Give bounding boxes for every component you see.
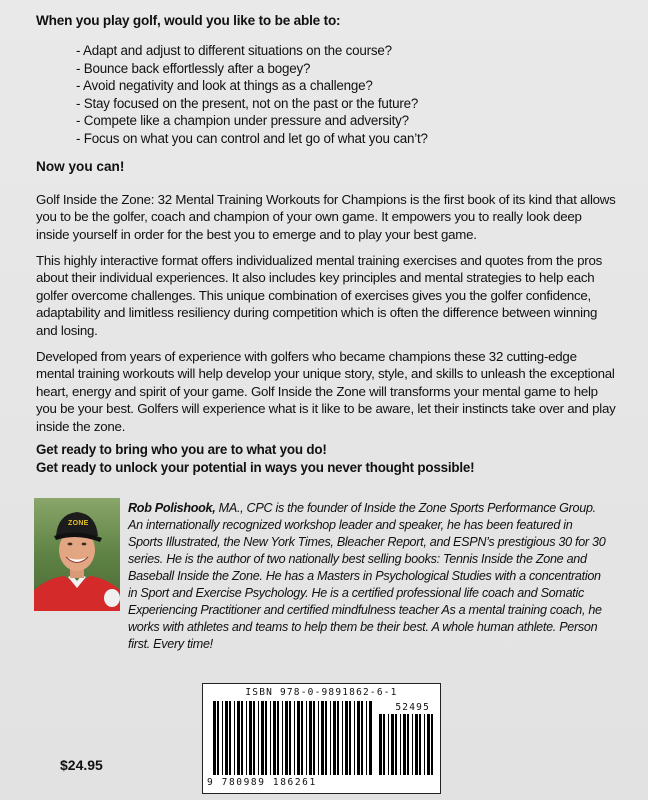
barcode-bar xyxy=(419,714,421,775)
barcode-bar xyxy=(241,701,243,775)
barcode-bar xyxy=(306,701,307,775)
barcode-bar xyxy=(366,701,367,775)
barcode-bar xyxy=(379,714,382,775)
barcode-bar xyxy=(388,714,389,775)
now-you-can-heading: Now you can! xyxy=(36,159,125,174)
barcode-bar xyxy=(357,701,360,775)
author-name: Rob Polishook, xyxy=(128,501,216,515)
barcode-bar xyxy=(424,714,425,775)
list-item: - Avoid negativity and look at things as a challenge? xyxy=(76,78,373,94)
barcode-bar xyxy=(337,701,339,775)
barcode-bar xyxy=(349,701,351,775)
price: $24.95 xyxy=(60,757,103,773)
barcode-bar xyxy=(277,701,279,775)
barcode-bar xyxy=(213,701,216,775)
barcode-bar xyxy=(395,714,397,775)
paragraph-format: This highly interactive format offers individualized mental training exercises and quotes from the pros about their individual experiences. It also includes key principles and mental strategies to help each golfer overcome challenges. This unique combination of exercises gives you the golfer confidence, adaptability and limitless resiliency during competition which is often the difference between winning and losing. xyxy=(36,253,603,338)
barcode-bar xyxy=(333,701,336,775)
barcode-bar xyxy=(265,701,267,775)
list-item: - Compete like a champion under pressure and adversity? xyxy=(76,113,409,129)
barcode-bar xyxy=(253,701,255,775)
barcode-bar xyxy=(297,701,300,775)
isbn-barcode xyxy=(202,683,441,794)
barcode-bar xyxy=(431,714,433,775)
barcode-bar xyxy=(325,701,327,775)
barcode-bar xyxy=(342,701,343,775)
barcode-bar xyxy=(234,701,235,775)
barcode-bar xyxy=(285,701,288,775)
ean-number: 9 780989 186261 xyxy=(207,777,317,788)
barcode-bar xyxy=(229,701,231,775)
paragraph-intro: Golf Inside the Zone: 32 Mental Training Workouts for Champions is the first book of its kind that allows you to be the golfer, coach and champion of your own game. It empowers you to really look deep inside yourself in order for the best you to emerge and to play your best game. xyxy=(36,192,616,242)
barcode-bar xyxy=(313,701,315,775)
list-item: - Bounce back effortlessly after a bogey? xyxy=(76,60,311,76)
call-to-action xyxy=(36,441,474,477)
barcode-bar xyxy=(361,701,363,775)
barcode-bar xyxy=(301,701,303,775)
isbn-label: ISBN 978-0-9891862-6-1 xyxy=(245,687,398,698)
barcode-bar xyxy=(412,714,413,775)
cap-logo-text: ZONE xyxy=(68,520,89,527)
benefit-list xyxy=(76,42,428,148)
list-item: - Focus on what you can control and let go of what you can’t? xyxy=(76,130,428,146)
barcode-bar xyxy=(270,701,271,775)
author-bio xyxy=(128,500,610,653)
barcode-bar xyxy=(258,701,259,775)
paragraph-experience: Developed from years of experience with golfers who became champions these 32 cutting-edge mental training workouts will help develop your unique story, style, and skills to unleash the exceptional heart, energy and spirit of your game. Golf Inside the Zone will transforms your mental game to help you be your best. Golfers will experience what is it like to be aware, let their instincts take over and play inside the zone. xyxy=(36,349,616,434)
barcode-bar xyxy=(249,701,252,775)
barcode-bar xyxy=(294,701,295,775)
barcode-bar xyxy=(345,701,348,775)
barcode-bar xyxy=(403,714,406,775)
barcode-bar xyxy=(369,701,372,775)
cta-line: Get ready to unlock your potential in ways you never thought possible! xyxy=(36,460,475,475)
author-photo xyxy=(34,498,120,611)
price-code-label: 52495 xyxy=(395,702,430,713)
barcode-bar xyxy=(273,701,276,775)
barcode-bar xyxy=(407,714,409,775)
barcode-bar xyxy=(309,701,312,775)
barcode-bar xyxy=(415,714,418,775)
barcode-bar xyxy=(383,714,385,775)
barcode-bar xyxy=(330,701,331,775)
barcode-bar xyxy=(289,701,291,775)
barcode-bar xyxy=(318,701,319,775)
cta-line: Get ready to bring who you are to what you do! xyxy=(36,442,327,457)
intro-heading: When you play golf, would you like to be able to: xyxy=(36,13,341,28)
barcode-bar xyxy=(217,701,219,775)
barcode-bar xyxy=(237,701,240,775)
barcode-bar xyxy=(321,701,324,775)
author-portrait-image xyxy=(34,498,120,611)
barcode-bar xyxy=(261,701,264,775)
barcode-bar xyxy=(427,714,430,775)
list-item: - Adapt and adjust to different situations on the course? xyxy=(76,43,392,58)
barcode-bar xyxy=(222,701,223,775)
list-item: - Stay focused on the present, not on the past or the future? xyxy=(76,95,419,111)
author-bio-text: MA., CPC is the founder of Inside the Zone Sports Performance Group. An internationally recognized workshop leader and speaker, he has been featured in Sports Illustrated, the New York Times, Bleacher Report, and ESPN’s prestigious 30 for 30 series. He is the author of two nationally best selling books: Tennis Inside the Zone and Baseball Inside the Zone. He has a Masters in Psychological Studies with a concentration in Sport and Exercise Psychology. He is a certified professional life coach and Somatic Experiencing Practitioner and certified mindfulness teacher As a mental training coach, he works with athletes and teams to help them be their best. A whole human athlete. Person first. Every time! xyxy=(128,501,606,651)
barcode-bar xyxy=(282,701,283,775)
barcode-bar xyxy=(400,714,401,775)
barcode-bar xyxy=(225,701,228,775)
barcode-bar xyxy=(246,701,247,775)
barcode-bar xyxy=(354,701,355,775)
barcode-bar xyxy=(391,714,394,775)
